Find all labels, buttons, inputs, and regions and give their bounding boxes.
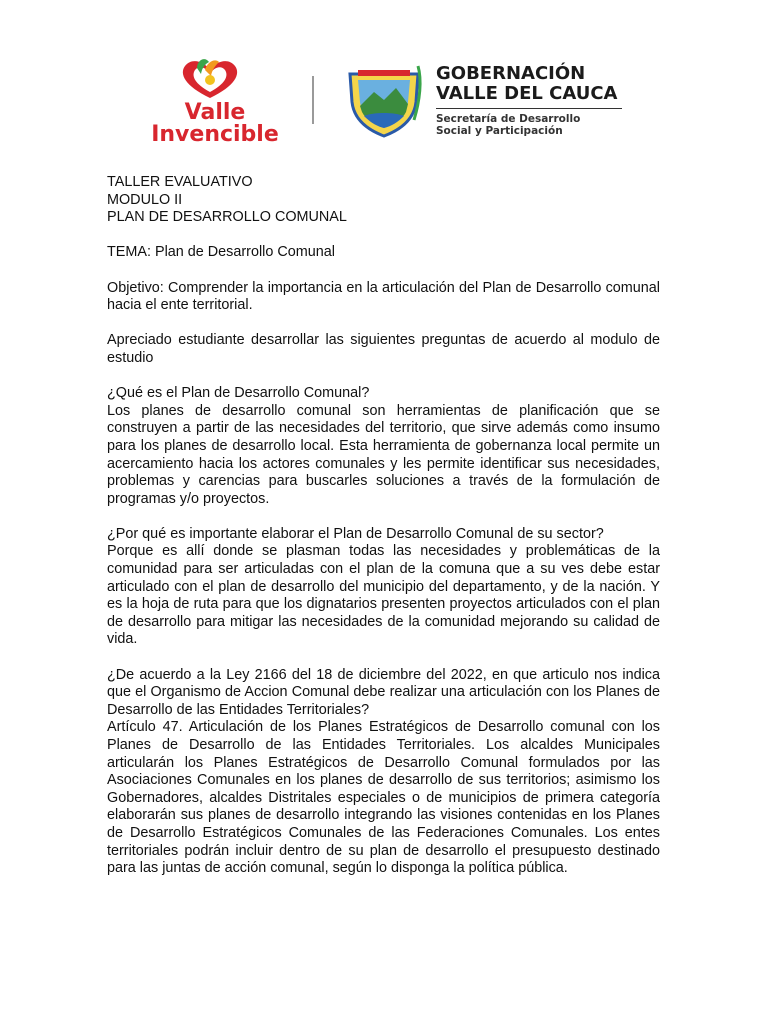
title-rule bbox=[436, 108, 622, 109]
government-title-block bbox=[436, 64, 622, 137]
secretariat-name-line-1: Secretaría de Desarrollo bbox=[436, 112, 581, 125]
department-coat-of-arms-icon bbox=[344, 60, 424, 140]
question-answer-2 bbox=[107, 526, 660, 649]
heading-line: TALLER EVALUATIVO bbox=[107, 174, 253, 190]
objective: Objetivo: Comprender la importancia en la articulación del Plan de Desarrollo comunal hacia el ente territorial. bbox=[107, 279, 660, 314]
government-name: GOBERNACIÓN bbox=[436, 62, 586, 84]
question-3: ¿De acuerdo a la Ley 2166 del 18 de diciembre del 2022, en que articulo nos indica que el Organismo de Accion Comunal debe realizar una articulación con los Planes de Desarrollo de las Entidades Territoriales? bbox=[107, 666, 660, 718]
heart-flame-icon bbox=[175, 56, 245, 100]
brand-name: Valle Invencible bbox=[151, 100, 279, 147]
answer-2: Porque es allí donde se plasman todas las necesidades y problemáticas de la comunidad para ser articuladas con el plan de la comuna que a su ves debe estar articulado con el plan de desarrollo del municipio del departamento, y de la nación. Y es la hoja de ruta para que los dignatarios presenten proyectos articulados con el plan de desarrollo para mitigar las necesidades de la comunidad mejorando su calidad de vida. bbox=[107, 543, 660, 648]
question-answer-3 bbox=[107, 667, 660, 878]
heading-line: MODULO II bbox=[107, 191, 183, 208]
logo-divider bbox=[312, 76, 314, 124]
answer-3: Artículo 47. Articulación de los Planes Estratégicos de Desarrollo comunal con los Planes de Desarrollo de las Entidades Territoriales. Los alcaldes Municipales articularán los Planes Estratégicos de Desarrollo Comunal formulados por las Asociaciones Comunales en los planes de desarrollo de sus territorios; asimismo los Gobernadores, alcaldes Distritales especiales o de municipios de primera categoría elaborarán sus planes de desarrollo integrando las visiones contenidas en los Planes de Desarrollo Estratégicos Comunales de las Federaciones Comunales. Los entes territoriales podrán incluir dentro de su plan de desarrollo el presupuesto destinado para las juntas de acción comunal, según lo disponga la política pública. bbox=[107, 719, 660, 877]
topic: TEMA: Plan de Desarrollo Comunal bbox=[107, 244, 335, 261]
document-heading bbox=[107, 174, 660, 227]
heading-line: PLAN DE DESARROLLO COMUNAL bbox=[107, 209, 347, 226]
department-name: VALLE DEL CAUCA bbox=[436, 82, 618, 104]
secretariat-name-line-2: Social y Participación bbox=[436, 124, 563, 137]
valle-invencible-logo bbox=[107, 44, 312, 156]
question-answer-1 bbox=[107, 385, 660, 508]
letterhead bbox=[107, 44, 660, 156]
instruction: Apreciado estudiante desarrollar las siguientes preguntas de acuerdo al modulo de estudio bbox=[107, 332, 660, 366]
question-1: ¿Qué es el Plan de Desarrollo Comunal? bbox=[107, 385, 370, 402]
document-body bbox=[107, 174, 660, 895]
question-2: ¿Por qué es importante elaborar el Plan de Desarrollo Comunal de su sector? bbox=[107, 525, 604, 542]
answer-1: Los planes de desarrollo comunal son herramientas de planificación que se construyen a partir de las necesidades del territorio, que sirve además como insumo para los planes de desarrollo local. Esta herramienta de gobernanza local permite un acercamiento hacia los actores comunales y les permite identificar sus necesidades, problemas y carencias para buscarles soluciones a través de la formulación de programas y/o proyectos. bbox=[107, 402, 660, 507]
